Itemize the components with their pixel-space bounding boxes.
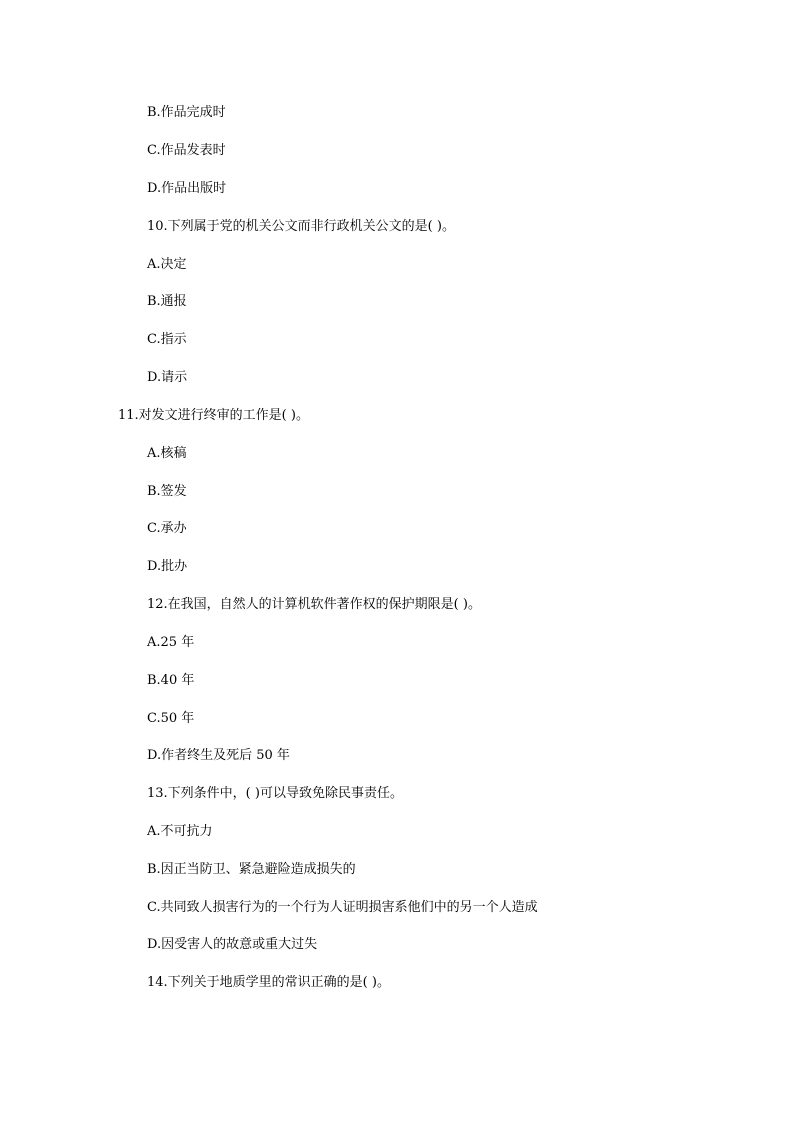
option-13d: D.因受害人的故意或重大过失 <box>147 937 318 952</box>
option-12b: B.40 年 <box>147 673 195 688</box>
option-11b: B.签发 <box>147 484 187 499</box>
option-10d: D.请示 <box>147 370 188 385</box>
question-14: 14.下列关于地质学里的常识正确的是( )。 <box>147 975 390 990</box>
option-12c: C.50 年 <box>147 711 195 726</box>
option-11c: C.承办 <box>147 521 187 536</box>
option-12d: D.作者终生及死后 50 年 <box>147 748 290 763</box>
option-10c: C.指示 <box>147 332 187 347</box>
option-9c: C.作品发表时 <box>147 143 226 158</box>
option-11a: A.核稿 <box>147 446 187 461</box>
question-11: 11.对发文进行终审的工作是( )。 <box>118 408 309 423</box>
question-10: 10.下列属于党的机关公文而非行政机关公文的是( )。 <box>147 219 455 234</box>
option-13b: B.因正当防卫、紧急避险造成损失的 <box>147 862 356 877</box>
option-9b: B.作品完成时 <box>147 105 226 120</box>
option-10b: B.通报 <box>147 294 187 309</box>
question-13: 13.下列条件中，( )可以导致免除民事责任。 <box>147 786 403 801</box>
option-11d: D.批办 <box>147 559 188 574</box>
option-12a: A.25 年 <box>147 635 195 650</box>
question-12: 12.在我国，自然人的计算机软件著作权的保护期限是( )。 <box>147 597 481 612</box>
option-10a: A.决定 <box>147 257 187 272</box>
option-13c: C.共同致人损害行为的一个行为人证明损害系他们中的另一个人造成 <box>147 900 538 915</box>
option-13a: A.不可抗力 <box>147 824 213 839</box>
option-9d: D.作品出版时 <box>147 181 227 196</box>
